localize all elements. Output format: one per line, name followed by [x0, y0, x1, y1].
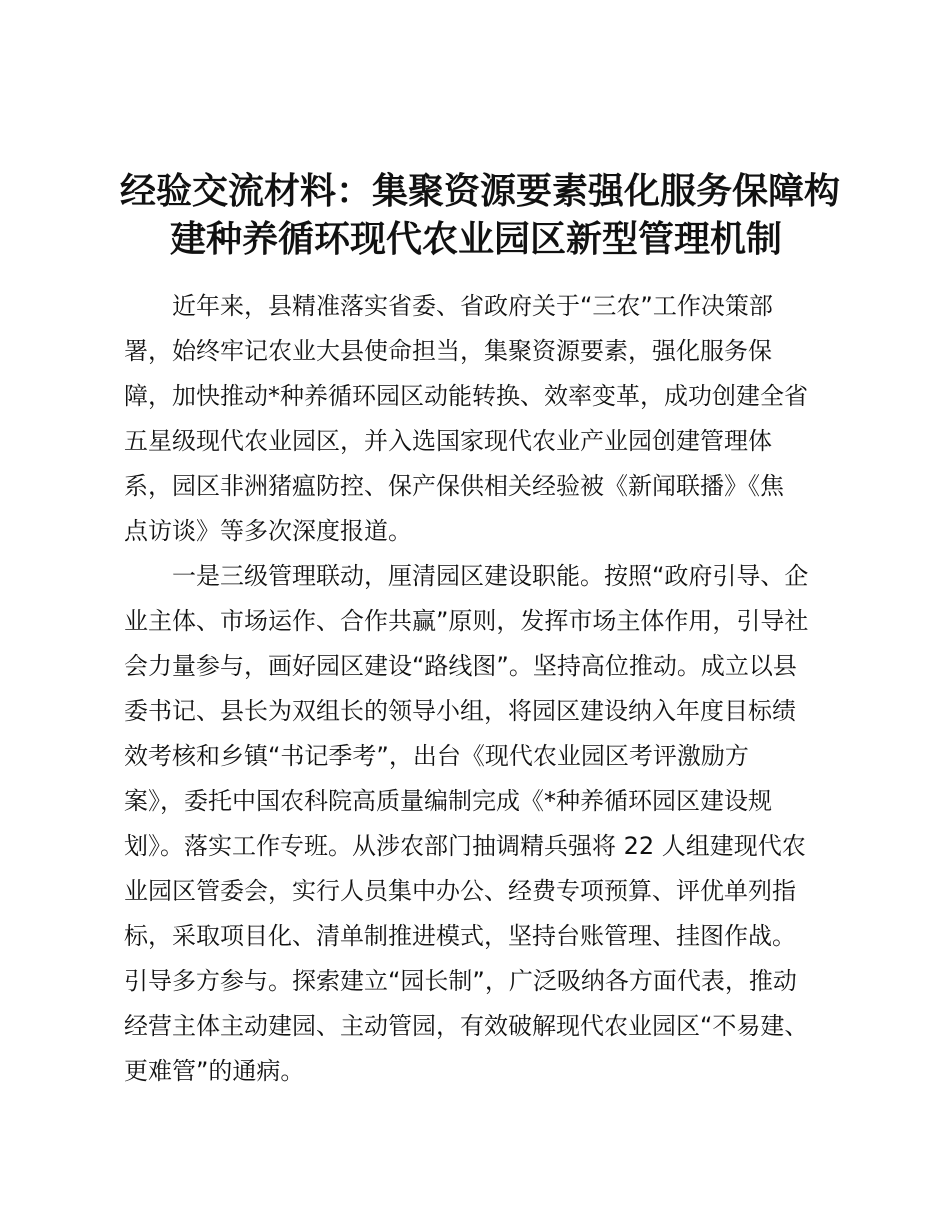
text-line: 系，园区非洲猪瘟防控、保产保供相关经验被《新闻联播》《焦 [124, 472, 784, 500]
document-body [124, 284, 836, 1094]
text-line: 署，始终牢记农业大县使命担当，集聚资源要素，强化服务保 [124, 337, 772, 365]
title-line: 经验交流材料：集聚资源要素强化服务保障构 [120, 171, 841, 212]
text-line: 委书记、县长为双组长的领导小组，将园区建设纳入年度目标绩 [124, 697, 796, 725]
text-line: 一是三级管理联动，厘清园区建设职能。按照“政府引导、企 [172, 562, 809, 590]
text-line: 标，采取项目化、清单制推进模式，坚持台账管理、挂图作战。 [124, 922, 796, 950]
paragraph-intro [124, 284, 836, 554]
title-line: 建种养循环现代农业园区新型管理机制 [169, 219, 782, 260]
text-line: 案》，委托中国农科院高质量编制完成《*种养循环园区建设规 [124, 787, 772, 815]
text-line: 近年来，县精准落实省委、省政府关于“三农”工作决策部 [172, 292, 773, 320]
text-line: 业主体、市场运作、合作共赢”原则，发挥市场主体作用，引导社 [124, 607, 809, 635]
text-line: 会力量参与，画好园区建设“路线图”。坚持高位推动。成立以县 [124, 652, 797, 680]
text-line: 引导多方参与。探索建立“园长制”，广泛吸纳各方面代表，推动 [124, 967, 797, 995]
text-line: 效考核和乡镇“书记季考”，出台《现代农业园区考评激励方 [124, 742, 749, 770]
text-line: 更难管”的通病。 [124, 1057, 305, 1085]
text-line: 经营主体主动建园、主动管园，有效破解现代农业园区“不易建、 [124, 1012, 809, 1040]
text-line: 障，加快推动*种养循环园区动能转换、效率变革，成功创建全省 [124, 382, 808, 410]
text-line: 划》。落实工作专班。从涉农部门抽调精兵强将 22 人组建现代农 [124, 832, 806, 860]
paragraph-section-1 [124, 554, 836, 1094]
document-title [120, 168, 841, 264]
text-line: 点访谈》等多次深度报道。 [124, 517, 412, 545]
text-line: 五星级现代农业园区，并入选国家现代农业产业园创建管理体 [124, 427, 772, 455]
text-line: 业园区管委会，实行人员集中办公、经费专项预算、评优单列指 [124, 877, 796, 905]
